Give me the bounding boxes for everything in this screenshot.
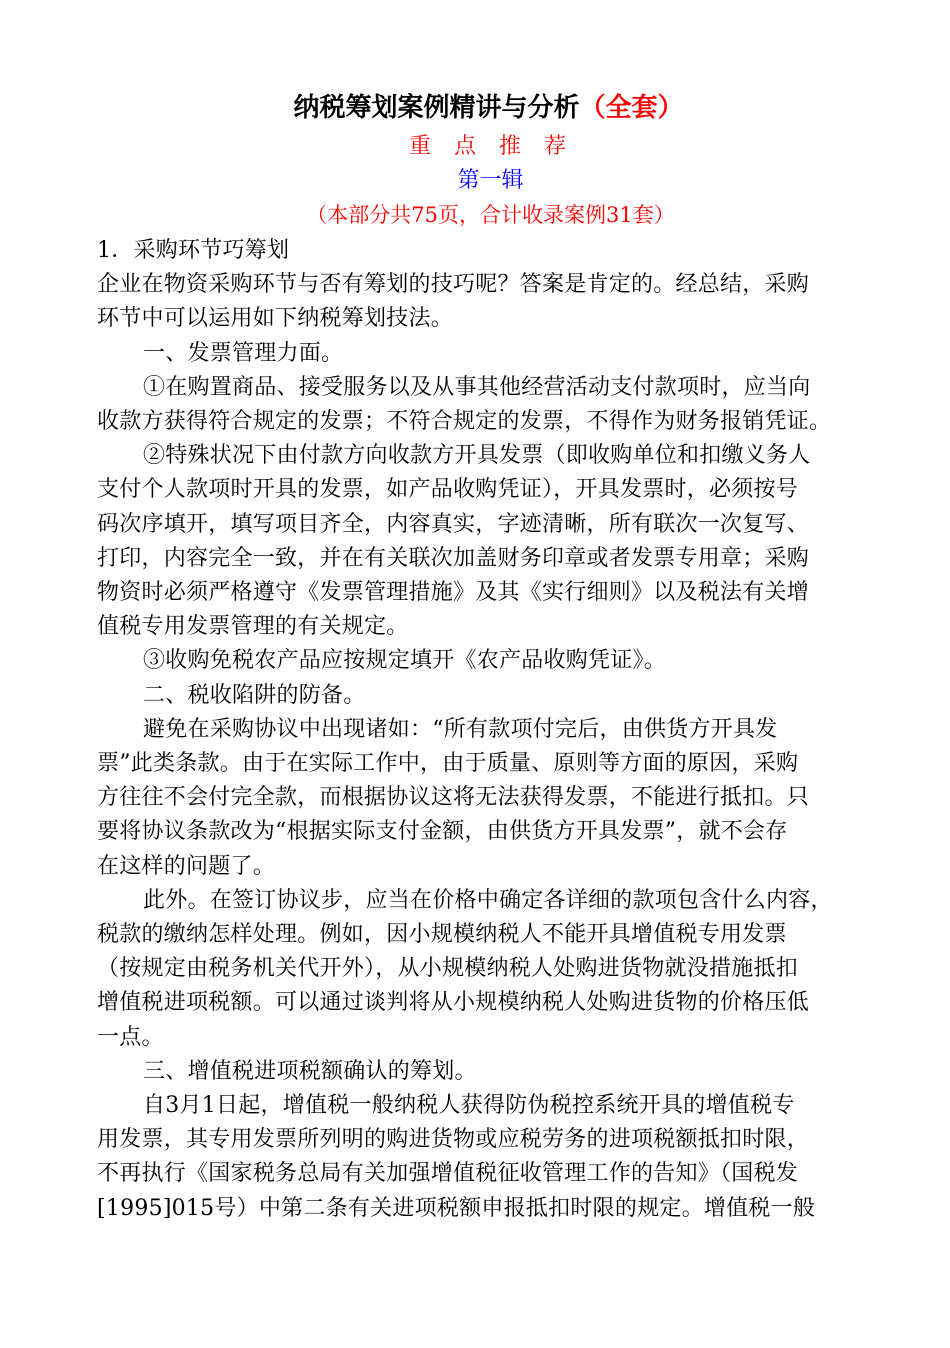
subsection-heading: 一、发票管理力面。 — [143, 340, 344, 366]
paragraph-line: 避免在采购协议中出现诸如：“所有款项付完后，由供货方开具发 — [143, 716, 778, 742]
title-main: 纳税筹划案例精讲与分析 — [293, 93, 580, 123]
paragraph-line: ③收购免税农产品应按规定填开《农产品收购凭证》。 — [143, 648, 667, 674]
paragraph-line: 增值税进项税额。可以通过谈判将从小规模纳税人处购进货物的价格压低 — [97, 990, 810, 1016]
paragraph-line: 方往往不会付完全款，而根据协议这将无法获得发票，不能进行抵扣。只 — [97, 785, 810, 811]
paragraph-line: 在这样的问题了。 — [97, 853, 276, 879]
paragraph-line: 自3月1日起，增值税一般纳税人获得防伪税控系统开具的增值税专 — [143, 1093, 795, 1119]
paragraph-line: （按规定由税务机关代开外），从小规模纳税人处购进货物就没措施抵扣 — [97, 956, 799, 982]
paragraph-line: 环节中可以运用如下纳税筹划技法。 — [97, 306, 454, 332]
paragraph-line: [1995]015号）中第二条有关进项税额申报抵扣时限的规定。增值税一般 — [97, 1195, 816, 1221]
paragraph-line: 收款方获得符合规定的发票；不符合规定的发票，不得作为财务报销凭证。 — [97, 409, 832, 435]
subsection-heading: 二、税收陷阱的防备。 — [143, 682, 366, 708]
paragraph-line: ②特殊状况下由付款方向收款方开具发票（即收购单位和扣缴义务人 — [143, 443, 811, 469]
paragraph-line: 票”此类条款。由于在实际工作中，由于质量、原则等方面的原因，采购 — [97, 751, 799, 777]
paragraph-line: 物资时必须严格遵守《发票管理措施》及其《实行细则》以及税法有关增 — [97, 580, 810, 606]
page-count-note: （本部分共75页，合计收录案例31套） — [306, 203, 675, 227]
paragraph-line: 此外。在签订协议步，应当在价格中确定各详细的款项包含什么内容， — [143, 887, 833, 913]
edition-heading: 第一辑 — [457, 168, 524, 193]
paragraph-line: 不再执行《国家税务总局有关加强增值税征收管理工作的告知》（国税发 — [97, 1161, 799, 1187]
paragraph-line: 一点。 — [97, 1024, 164, 1050]
paragraph-line: 要将协议条款改为“根据实际支付金额，由供货方开具发票”，就不会存 — [97, 819, 788, 845]
recommend-heading: 重 点 推 荐 — [409, 134, 574, 159]
paragraph-line: 码次序填开，填写项目齐全，内容真实，字迹清晰，所有联次一次复写、 — [97, 511, 810, 537]
body-text — [97, 234, 870, 1226]
paragraph-line: ①在购置商品、接受服务以及从事其他经营活动支付款项时，应当向 — [143, 374, 811, 400]
paragraph-line: 企业在物资采购环节与否有筹划的技巧呢？答案是肯定的。经总结，采购 — [97, 272, 810, 298]
paragraph-line: 值税专用发票管理的有关规定。 — [97, 614, 409, 640]
paragraph-line: 支付个人款项时开具的发票，如产品收购凭证），开具发票时，必须按号 — [97, 477, 799, 503]
subsection-heading: 三、增值税进项税额确认的筹划。 — [143, 1058, 477, 1084]
paragraph-line: 打印，内容完全一致，并在有关联次加盖财务印章或者发票专用章；采购 — [97, 545, 810, 571]
title-suffix: （全套） — [579, 93, 684, 123]
paragraph-line: 税款的缴纳怎样处理。例如，因小规模纳税人不能开具增值税专用发票 — [97, 922, 787, 948]
section-heading: 1．采购环节巧筹划 — [97, 238, 290, 263]
paragraph-line: 用发票，其专用发票所列明的购进货物或应税劳务的进项税额抵扣时限， — [97, 1127, 810, 1153]
document-title — [97, 90, 870, 126]
